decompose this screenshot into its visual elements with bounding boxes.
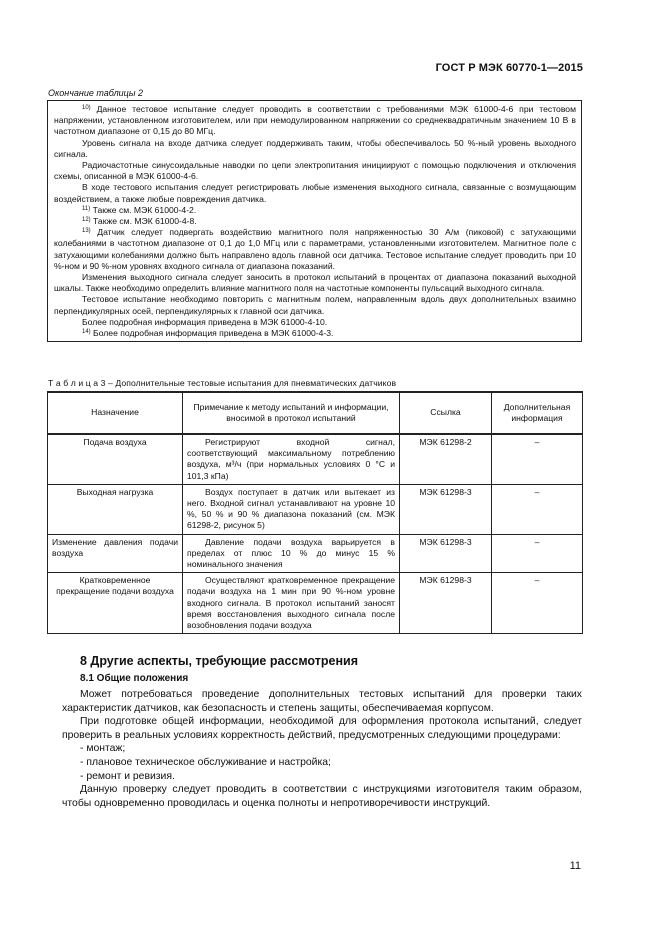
cell-purpose: Кратковременное прекращение подачи воздуха	[48, 573, 183, 634]
table-continuation-label: Окончание таблицы 2	[48, 88, 143, 98]
section-8-1-title: 8.1 Общие положения	[80, 673, 189, 684]
note-12: $^{12)}$ Также см. МЭК 61000-4-8.	[82, 216, 197, 227]
cell-method-note: Давление подачи воздуха варьируется в пределах от плюс 10 % до минус 15 % номинального значения	[183, 534, 400, 573]
note-10-para2: Уровень сигнала на входе датчика следует поддерживать таким, чтобы обеспечивалось 50 %-ный уровень выходного сигнала.	[54, 137, 576, 159]
cell-purpose: Выходная нагрузка	[48, 484, 183, 534]
table-row	[48, 534, 583, 573]
paragraph: Данную проверку следует проводить в соответствии с инструкциями изготовителя таким образом, чтобы одновременно проводилась и оценка полноты и непротиворечивости инструкций.	[62, 784, 582, 809]
header-purpose: Назначение	[48, 392, 183, 434]
list-item: - плановое техническое обслуживание и настройка;	[80, 756, 331, 768]
note-10: $^{10)}$ Данное тестовое испытание следует проводить в соответствии с требованиями МЭК 61000-4-6 при тестовом напряжении, установленном изготовителем, или при немодулированном напряжении со среднеквадратичным значением 10 В в частотном диапазоне от 0,15 до 80 МГц.	[54, 104, 576, 137]
table-row	[48, 573, 583, 634]
paragraph: При подготовке общей информации, необходимой для оформления протокола испытаний, следует проверить в реальных условиях корректность действий, предусмотренных следующими процедурами:	[62, 716, 582, 741]
header-method-note: Примечание к методу испытаний и информации, вносимой в протокол испытаний	[183, 392, 400, 434]
table-row	[48, 434, 583, 484]
table-header-row	[48, 392, 583, 434]
cell-additional-info: –	[492, 534, 583, 573]
cell-additional-info: –	[492, 573, 583, 634]
page-number: 11	[569, 860, 581, 872]
note-14: $^{14)}$ Более подробная информация приведена в МЭК 61000-4-3.	[82, 328, 334, 339]
cell-method-note: Воздух поступает в датчик или вытекает из него. Входной сигнал устанавливают на уровне 10 %, 50 % и 90 % диапазона показаний (см. МЭК 61298-2, рисунок 5)	[183, 484, 400, 534]
table3	[47, 391, 583, 634]
cell-method-note: Осуществляют кратковременное прекращение подачи воздуха на 1 мин при 90 %-ном уровне входного сигнала. В протокол испытаний заносят время восстановления выходного сигнала после возобновления подачи воздуха	[183, 573, 400, 634]
standard-code: ГОСТ Р МЭК 60770-1—2015	[435, 62, 583, 74]
table3-title: Т а б л и ц а 3 – Дополнительные тестовые испытания для пневматических датчиков	[48, 378, 397, 388]
table2-notes-box	[47, 100, 582, 342]
cell-additional-info: –	[492, 484, 583, 534]
note-13-para3: Тестовое испытание необходимо повторить с магнитным полем, направленным вдоль двух дополнительных взаимно перпендикулярных осей, перпендикулярных к главной оси датчика.	[54, 294, 576, 316]
cell-purpose: Подача воздуха	[48, 434, 183, 484]
section-8-title: 8 Другие аспекты, требующие рассмотрения	[80, 654, 358, 668]
paragraph: Может потребоваться проведение дополнительных тестовых испытаний для проверки таких характеристик датчиков, как безопасность и степень защиты, обеспечиваемая корпусом.	[62, 689, 582, 714]
cell-reference: МЭК 61298-3	[400, 484, 492, 534]
note-13: $^{13)}$ Датчик следует подвергать воздействию магнитного поля напряженностью 30 А/м (пиковой) с затухающими колебаниями в частотном диапазоне от 0,1 до 1,0 МГц или с параметрами, установленными изготовителем. Магнитное поле с затухающими колебаниями должно быть направлено вдоль главной оси датчика. Тестовое испытание следует проводить при 10 %-ном и 90 %-ном уровнях входного сигнала от диапазона показаний.	[54, 227, 576, 271]
list-item: - ремонт и ревизия.	[80, 770, 175, 782]
cell-reference: МЭК 61298-3	[400, 534, 492, 573]
cell-purpose: Изменение давления подачи воздуха	[48, 534, 183, 573]
cell-method-note: Регистрируют входной сигнал, соответствующий максимальному потреблению воздуха, м³/ч (при нормальных условиях 0 °С и 101,3 кПа)	[183, 434, 400, 484]
header-additional-info: Дополнительная информация	[492, 392, 583, 434]
list-item: - монтаж;	[80, 743, 126, 755]
header-reference: Ссылка	[400, 392, 492, 434]
note-10-para3: Радиочастотные синусоидальные наводки по цепи электропитания инициируют с помощью подключения и отключения схемы, описанной в МЭК 61000-4-6.	[54, 160, 576, 182]
cell-reference: МЭК 61298-2	[400, 434, 492, 484]
note-11: $^{11)}$ Также см. МЭК 61000-4-2.	[82, 204, 197, 215]
note-13-para4: Более подробная информация приведена в МЭК 61000-4-10.	[82, 316, 328, 327]
section-8-1-body	[62, 688, 582, 810]
note-10-para4: В ходе тестового испытания следует регистрировать любые изменения выходного сигнала, связанные с возмущающим воздействием, а также любые повреждения датчика.	[54, 182, 576, 204]
cell-additional-info: –	[492, 434, 583, 484]
note-13-para2: Изменения выходного сигнала следует заносить в протокол испытаний в процентах от диапазона показаний выходной шкалы. Также необходимо определить влияние магнитного поля на частотные компоненты пульсаций выходного сигнала.	[54, 272, 576, 294]
table-row	[48, 484, 583, 534]
cell-reference: МЭК 61298-3	[400, 573, 492, 634]
